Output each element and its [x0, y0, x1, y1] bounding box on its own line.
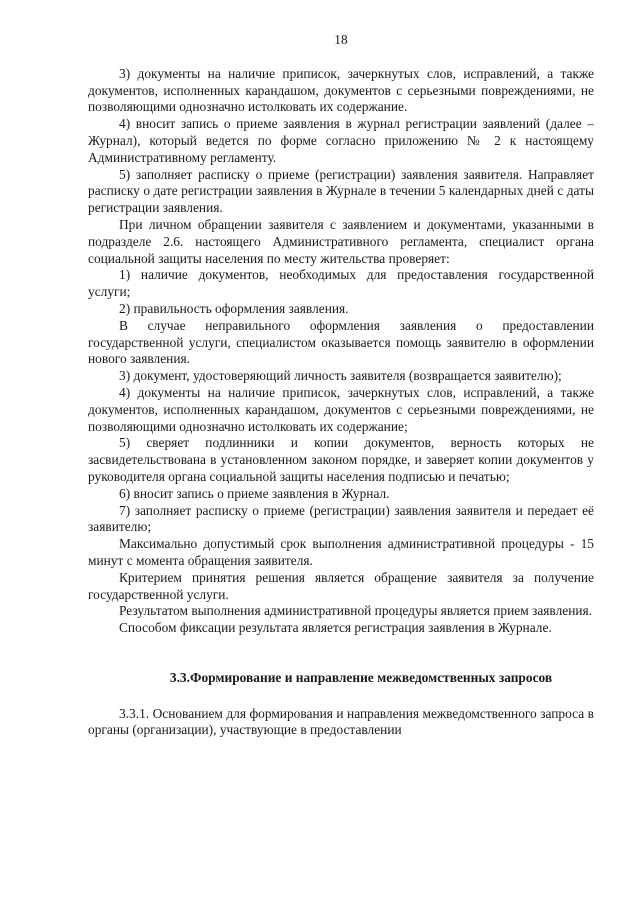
paragraph-max-duration: Максимально допустимый срок выполнения административной процедуры - 15 минут с момента обращения заявителя.	[88, 536, 594, 568]
paragraph-receipt: 5) заполняет расписку о приеме (регистрации) заявления заявителя. Направляет расписку о дате регистрации заявления в Журнале в течении 5 календарных дней с даты регистрации заявления.	[88, 166, 594, 216]
paragraph-personal-visit: При личном обращении заявителя с заявлением и документами, указанными в подразделе 2.6. настоящего Административного регламента, специалист органа социальной защиты населения по месту жительства проверяет:	[88, 216, 594, 266]
paragraph-journal-entry-2: 6) вносит запись о приеме заявления в Журнал.	[119, 485, 390, 501]
paragraph-form-correctness: 2) правильность оформления заявления.	[119, 300, 349, 316]
section-heading: 3.3.Формирование и направление межведомственных запросов	[169, 669, 553, 685]
page-number: 18	[334, 32, 348, 47]
paragraph-identity-document: 3) документ, удостоверяющий личность заявителя (возвращается заявителю);	[119, 368, 562, 384]
paragraph-receipt-2: 7) заполняет расписку о приеме (регистрации) заявления заявителя и передает её заявителю;	[88, 502, 594, 535]
paragraph-documents-present: 1) наличие документов, необходимых для предоставления государственной услуги;	[88, 267, 594, 300]
paragraph-result: Результатом выполнения административной процедуры является прием заявления.	[119, 603, 593, 619]
paragraph-decision-criterion: Критерием принятия решения является обращение заявителя за получение государственной услуги.	[88, 569, 594, 602]
paragraph-journal-entry: 4) вносит запись о приеме заявления в журнал регистрации заявлений (далее – Журнал), который ведется по форме согласно приложению № 2 к настоящему Административному регламенту.	[88, 116, 594, 165]
paragraph-section-3-3-1: 3.3.1. Основанием для формирования и направления межведомственного запроса в органы (организации), участвующие в предоставлении	[88, 705, 594, 738]
paragraph-incorrect-form: В случае неправильного оформления заявления о предоставлении государственной услуги, специалистом оказывается помощь заявителю в оформлении нового заявления.	[88, 317, 594, 367]
paragraph-verify-copies: 5) сверяет подлинники и копии документов, верность которых не засвидетельствована в установленном законом порядке, и заверяет копии документов у руководителя органа социальной защиты населения подписью и печатью;	[88, 435, 594, 484]
section-spacer	[88, 637, 594, 670]
paragraph-result-recording: Способом фиксации результата является регистрация заявления в Журнале.	[119, 620, 552, 636]
paragraph-check-alterations: 3) документы на наличие приписок, зачеркнутых слов, исправлений, а также документов, исполненных карандашом, документов с серьезными повреждениями, не позволяющими однозначно истолковать их содержание.	[88, 65, 594, 115]
document-page	[88, 32, 594, 739]
paragraph-check-alterations-2: 4) документы на наличие приписок, зачеркнутых слов, исправлений, а также документов, исполненных карандашом, документов с серьезными повреждениями, не позволяющими однозначно истолковать их содержание;	[88, 384, 594, 434]
